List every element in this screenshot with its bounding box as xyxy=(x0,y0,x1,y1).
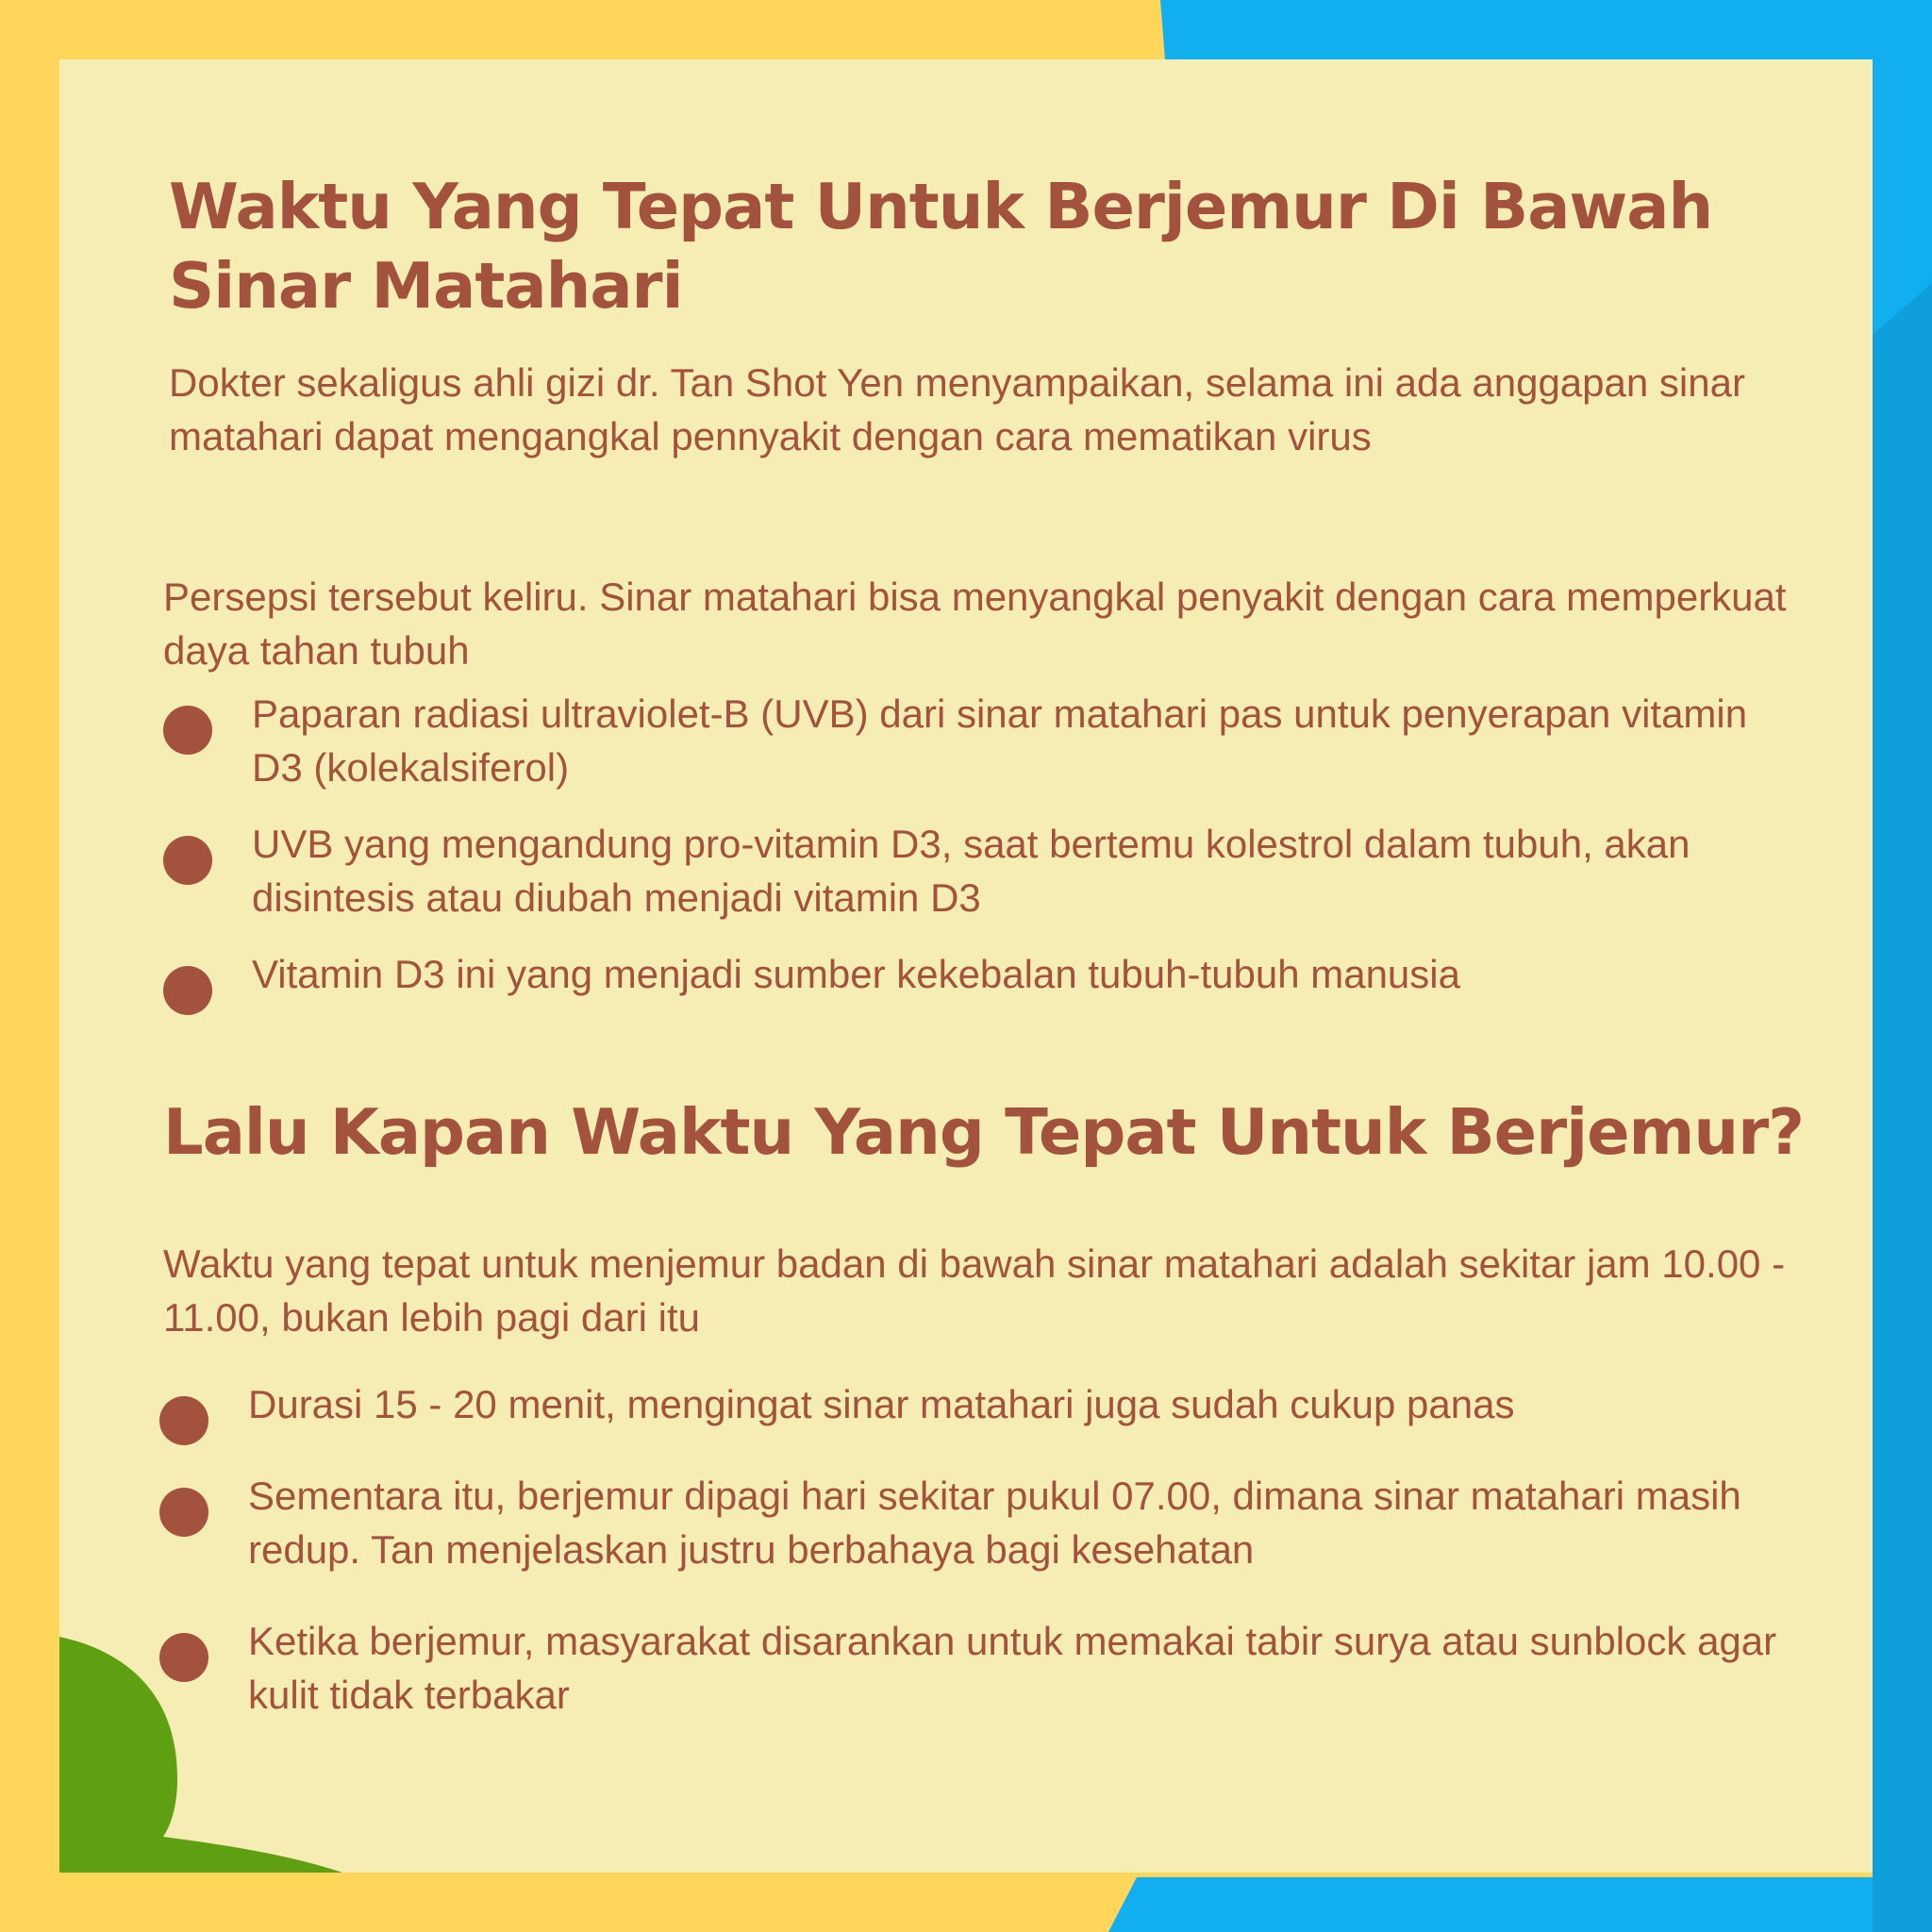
intro-paragraph: Dokter sekaligus ahli gizi dr. Tan Shot Yen menyampaikan, selama ini ada anggapan sinar matahari dapat mengangkal pennyakit dengan cara mematikan virus xyxy=(169,360,1745,458)
bullet-dot-icon xyxy=(159,1633,208,1682)
bullet-text: Durasi 15 - 20 menit, mengingat sinar matahari juga sudah cukup panas xyxy=(248,1382,1515,1426)
bullet-dot-icon xyxy=(163,706,212,755)
bullet-item xyxy=(159,1614,1820,1722)
bullet-text: Vitamin D3 ini yang menjadi sumber kekebalan tubuh-tubuh manusia xyxy=(252,952,1460,996)
bullet-dot-icon xyxy=(163,836,212,885)
bullet-dot-icon xyxy=(159,1396,208,1445)
blue-background-shade xyxy=(1873,283,1932,1932)
bullet-text: Ketika berjemur, masyarakat disarankan untuk memakai tabir surya atau sunblock agar kulit tidak terbakar xyxy=(248,1619,1777,1717)
bullet-text: UVB yang mengandung pro-vitamin D3, saat bertemu kolestrol dalam tubuh, akan disintesis atau diubah menjadi vitamin D3 xyxy=(252,822,1690,920)
vitamin-d3-bullet-list xyxy=(163,687,1805,1001)
main-title: Waktu Yang Tepat Untuk Berjemur Di Bawah Sinar Matahari xyxy=(169,170,1713,323)
bullet-item xyxy=(163,817,1805,924)
bullet-item xyxy=(159,1377,1820,1431)
sunbathing-tips-bullet-list xyxy=(159,1377,1820,1722)
bullet-item xyxy=(159,1469,1820,1576)
bullet-item xyxy=(163,947,1805,1001)
bullet-item xyxy=(163,687,1805,794)
correction-paragraph: Persepsi tersebut keliru. Sinar matahari bisa menyangkal penyakit dengan cara memperkuat daya tahan tubuh xyxy=(163,575,1787,673)
bullet-dot-icon xyxy=(159,1488,208,1537)
content-panel xyxy=(59,59,1873,1873)
bullet-text: Paparan radiasi ultraviolet-B (UVB) dari sinar matahari pas untuk penyerapan vitamin D3 (kolekalsiferol) xyxy=(252,691,1748,790)
section-title: Lalu Kapan Waktu Yang Tepat Untuk Berjemur? xyxy=(163,1095,1804,1169)
bullet-dot-icon xyxy=(163,966,212,1015)
time-paragraph: Waktu yang tepat untuk menjemur badan di bawah sinar matahari adalah sekitar jam 10.00 - 11.00, bukan lebih pagi dari itu xyxy=(163,1241,1786,1340)
bullet-text: Sementara itu, berjemur dipagi hari sekitar pukul 07.00, dimana sinar matahari masih redup. Tan menjelaskan justru berbahaya bagi kesehatan xyxy=(248,1474,1741,1572)
